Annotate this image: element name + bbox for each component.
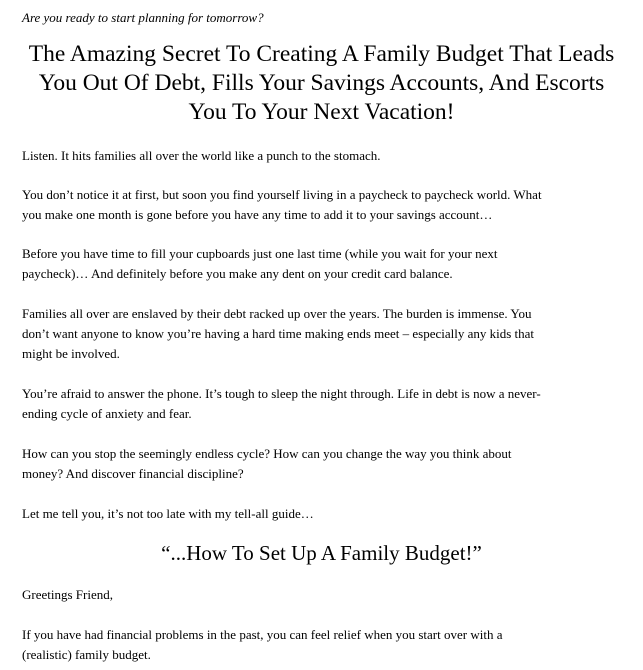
paragraph-line: ending cycle of anxiety and fear. xyxy=(22,406,192,421)
paragraph-line: you make one month is gone before you have any time to add it to your savings account… xyxy=(22,207,493,222)
paragraph-closing xyxy=(22,625,622,665)
paragraph-enslaved xyxy=(22,304,622,364)
paragraph-line: Families all over are enslaved by their debt racked up over the years. The burden is immense. You xyxy=(22,306,532,321)
headline-line: You Out Of Debt, Fills Your Savings Accounts, And Escorts xyxy=(38,70,605,96)
paragraph-line: Before you have time to fill your cupboards just one last time (while you wait for your next xyxy=(22,246,498,261)
paragraph-cycle xyxy=(22,444,622,484)
headline-line: The Amazing Secret To Creating A Family Budget That Leads xyxy=(28,41,615,67)
paragraph-line: Let me tell you, it’s not too late with my tell-all guide… xyxy=(22,506,314,521)
paragraph-tell-you xyxy=(22,504,622,524)
paragraph-cupboards xyxy=(22,244,622,284)
headline-line: You To Your Next Vacation! xyxy=(188,99,455,125)
paragraph-line: Listen. It hits families all over the world like a punch to the stomach. xyxy=(22,148,381,163)
paragraph-line: don’t want anyone to know you’re having a hard time making ends meet – especially any kids that xyxy=(22,326,535,341)
greeting: Greetings Friend, xyxy=(22,587,113,602)
paragraph-line: You don’t notice it at first, but soon you find yourself living in a paycheck to paycheck world. What xyxy=(22,187,542,202)
paragraph-listen xyxy=(22,146,622,166)
paragraph-line: money? And discover financial discipline? xyxy=(22,466,244,481)
paragraph-line: If you have had financial problems in the past, you can feel relief when you start over with a xyxy=(22,627,503,642)
paragraph-line: You’re afraid to answer the phone. It’s tough to sleep the night through. Life in debt is now a never- xyxy=(22,386,541,401)
tagline: Are you ready to start planning for tomorrow? xyxy=(22,10,264,25)
paragraph-line: paycheck)… And definitely before you make any dent on your credit card balance. xyxy=(22,266,453,281)
subhead: “...How To Set Up A Family Budget!” xyxy=(161,541,482,565)
paragraph-line: How can you stop the seemingly endless cycle? How can you change the way you think about xyxy=(22,446,512,461)
paragraph-paycheck xyxy=(22,185,622,225)
headline xyxy=(10,40,633,127)
paragraph-line: (realistic) family budget. xyxy=(22,647,151,662)
paragraph-line: might be involved. xyxy=(22,346,120,361)
paragraph-afraid xyxy=(22,384,622,424)
